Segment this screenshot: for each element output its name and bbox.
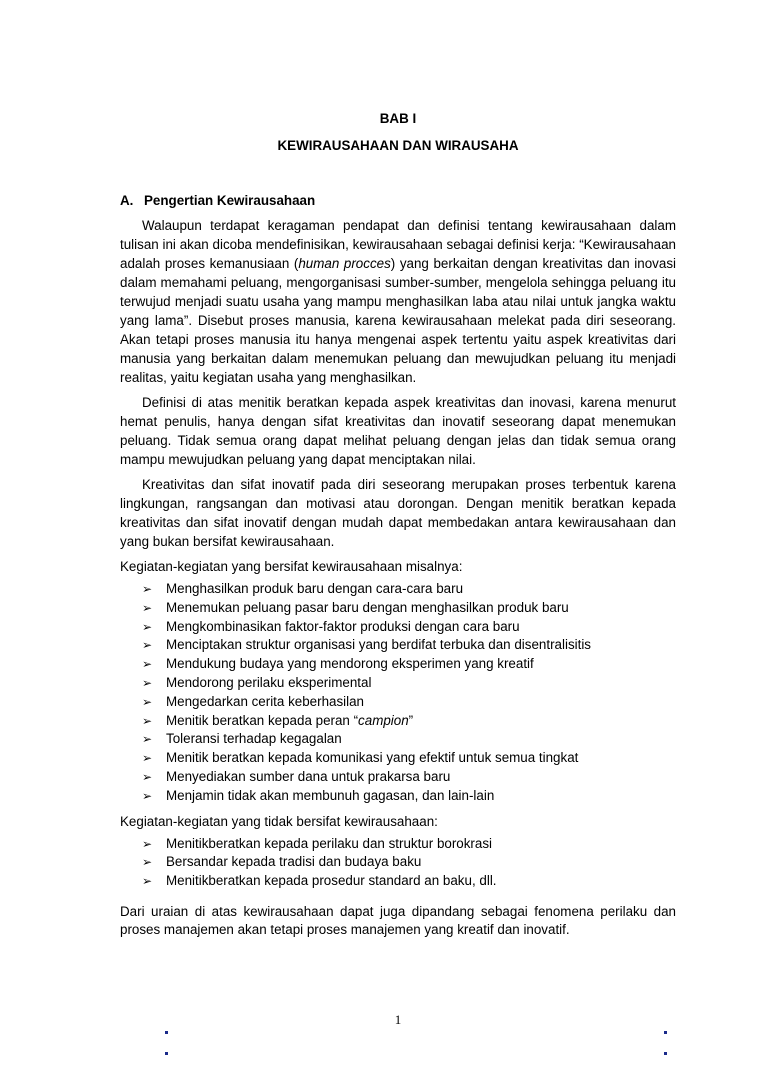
list-item: ➢ Toleransi terhadap kegagalan bbox=[142, 730, 676, 749]
paragraph-1: Walaupun terdapat keragaman pendapat dan definisi tentang kewirausahaan dalam tulisan ini akan dicoba mendefinisikan, kewirausahaan sebagai definisi kerja: “Kewirausahaan adalah proses kemanusiaan (human procces) yang berkaitan dengan kreativitas dan inovasi dalam memahami peluang, mengorganisasi sumber-sumber, mengelola sehingga peluang itu terwujud menjadi suatu usaha yang mampu menghasilkan laba atau nilai untuk jangka waktu yang lama”. Disebut proses manusia, karena kewirausahaan melekat pada diri seseorang. Akan tetapi proses manusia itu hanya mengenai aspek tertentu yaitu aspek kreativitas dari manusia yang berkaitan dalam menemukan peluang dan mewujudkan peluang itu menjadi realitas, yaitu kegiatan usaha yang menghasilkan. bbox=[120, 218, 676, 385]
decorative-dot-icon bbox=[664, 1031, 667, 1034]
arrow-bullet-icon: ➢ bbox=[142, 713, 153, 728]
italic-term: human procces bbox=[298, 256, 391, 271]
chapter-title: KEWIRAUSAHAAN DAN WIRAUSAHA bbox=[277, 138, 519, 153]
body-content bbox=[120, 216, 676, 945]
conclusion-paragraph: Dari uraian di atas kewirausahaan dapat juga dipandang sebagai fenomena perilaku dan proses manajemen akan tetapi proses manajemen yang kreatif dan inovatif. bbox=[120, 903, 676, 937]
arrow-bullet-icon: ➢ bbox=[142, 675, 153, 690]
section-heading bbox=[120, 191, 315, 210]
decorative-dot-icon bbox=[165, 1031, 168, 1034]
list-item: ➢ Mendorong perilaku eksperimental bbox=[142, 674, 676, 693]
arrow-bullet-icon: ➢ bbox=[142, 751, 153, 766]
arrow-bullet-icon: ➢ bbox=[142, 600, 153, 615]
list2-intro: Kegiatan-kegiatan yang tidak bersifat kewirausahaan: bbox=[120, 813, 438, 829]
entrepreneurial-activities-list bbox=[120, 580, 676, 806]
italic-term: campion bbox=[358, 712, 409, 728]
arrow-bullet-icon: ➢ bbox=[142, 769, 153, 784]
arrow-bullet-icon: ➢ bbox=[142, 855, 153, 870]
list-item: ➢ Menjamin tidak akan membunuh gagasan, dan lain-lain bbox=[142, 787, 676, 806]
list-item: ➢ Mengedarkan cerita keberhasilan bbox=[142, 693, 676, 712]
list-item: ➢ Menyediakan sumber dana untuk prakarsa baru bbox=[142, 768, 676, 787]
arrow-bullet-icon: ➢ bbox=[142, 788, 153, 803]
arrow-bullet-icon: ➢ bbox=[142, 657, 153, 672]
section-title: Pengertian Kewirausahaan bbox=[144, 193, 316, 208]
list-item: ➢ Menghasilkan produk baru dengan cara-cara baru bbox=[142, 580, 676, 599]
list1-intro: Kegiatan-kegiatan yang bersifat kewirausahaan misalnya: bbox=[120, 559, 463, 574]
page-number: 1 bbox=[394, 1012, 402, 1027]
list-item: ➢ Menitik beratkan kepada komunikasi yang efektif untuk semua tingkat bbox=[142, 749, 676, 768]
decorative-dot-icon bbox=[664, 1052, 667, 1055]
list-item: ➢ Mendukung budaya yang mendorong eksperimen yang kreatif bbox=[142, 655, 676, 674]
list-item: ➢ Menitik beratkan kepada peran “campion” bbox=[142, 712, 676, 731]
list-item: ➢ Bersandar kepada tradisi dan budaya baku bbox=[142, 853, 676, 872]
arrow-bullet-icon: ➢ bbox=[142, 836, 153, 851]
arrow-bullet-icon: ➢ bbox=[142, 694, 153, 709]
arrow-bullet-icon: ➢ bbox=[142, 874, 153, 889]
arrow-bullet-icon: ➢ bbox=[142, 732, 153, 747]
non-entrepreneurial-activities-list bbox=[120, 835, 676, 891]
section-number: A. bbox=[120, 193, 134, 208]
list-item: ➢ Menitikberatkan kepada prosedur standard an baku, dll. bbox=[142, 872, 676, 891]
paragraph-3: Kreativitas dan sifat inovatif pada diri seseorang merupakan proses terbentuk karena lingkungan, rangsangan dan motivasi atau dorongan. Dengan menitik beratkan kepada kreativitas dan sifat inovatif dengan mudah dapat membedakan antara kewirausahaan dan yang bukan bersifat kewirausahaan. bbox=[120, 477, 676, 549]
paragraph-2: Definisi di atas menitik beratkan kepada aspek kreativitas dan inovasi, karena menurut hemat penulis, hanya dengan sifat kreativitas dan inovatif seseorang dapat menemukan peluang. Tidak semua orang dapat melihat peluang dengan jelas dan tidak semua orang mampu mewujudkan peluang yang dapat menciptakan nilai. bbox=[120, 395, 676, 467]
list-item: ➢ Menitikberatkan kepada perilaku dan struktur borokrasi bbox=[142, 835, 676, 854]
arrow-bullet-icon: ➢ bbox=[142, 638, 153, 653]
arrow-bullet-icon: ➢ bbox=[142, 582, 153, 596]
list-item: ➢ Menemukan peluang pasar baru dengan menghasilkan produk baru bbox=[142, 599, 676, 618]
chapter-label: BAB I bbox=[379, 111, 417, 126]
list-item: ➢ Mengkombinasikan faktor-faktor produksi dengan cara baru bbox=[142, 618, 676, 637]
arrow-bullet-icon: ➢ bbox=[142, 619, 153, 634]
list-item: ➢ Menciptakan struktur organisasi yang berdifat terbuka dan disentralisitis bbox=[142, 636, 676, 655]
decorative-dot-icon bbox=[165, 1052, 168, 1055]
